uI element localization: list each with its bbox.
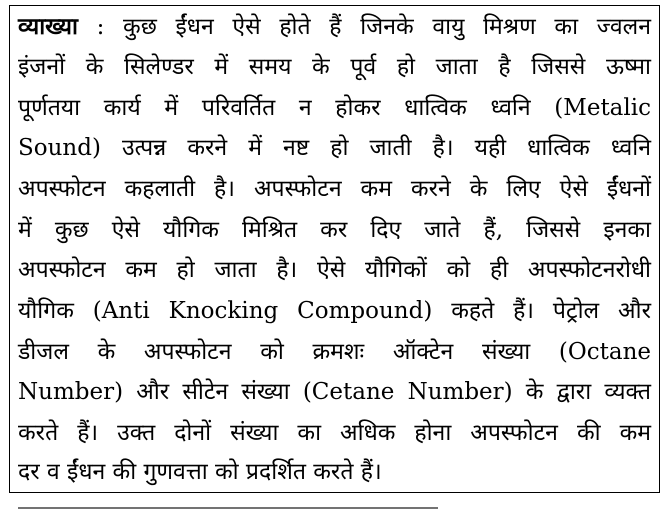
text-line-12: दर व ईंधन की गुणवत्ता को प्रदर्शित करते हैं।	[18, 459, 382, 485]
text-line-6: में कुछ ऐसे यौगिक मिश्रित कर दिए जाते हैं, जिससे इनका	[18, 217, 651, 243]
explanation-heading: व्याख्या	[18, 13, 78, 40]
text-line-3: पूर्णतया कार्य में परिवर्तित न होकर धात्विक ध्वनि (Metalic	[18, 95, 651, 121]
text-line-1-content: कुछ ईंधन ऐसे होते हैं जिनके वायु मिश्रण का ज्वलन	[123, 14, 652, 40]
text-line-4: Sound) उत्पन्न करने में नष्ट हो जाती है। यही धात्विक ध्वनि	[18, 135, 651, 161]
text-line-7: अपस्फोटन कम हो जाता है। ऐसे यौगिकों को ही अपस्फोटनरोधी	[18, 257, 651, 283]
text-line-10: Number) और सीटेन संख्या (Cetane Number) के द्वारा व्यक्त	[18, 379, 651, 405]
heading-separator: :	[77, 14, 124, 40]
text-line-2: इंजनों के सिलेण्डर में समय के पूर्व हो जाता है जिससे ऊष्मा	[18, 54, 651, 80]
text-line-5: अपस्फोटन कहलाती है। अपस्फोटन कम करने के लिए ऐसे ईंधनों	[18, 176, 651, 202]
text-line-8: यौगिक (Anti Knocking Compound) कहते हैं। पेट्रोल और	[18, 298, 651, 324]
explanation-box	[9, 5, 660, 493]
cut-off-next-line	[18, 497, 438, 511]
text-line-9: डीजल के अपस्फोटन को क्रमशः ऑक्टेन संख्या (Octane	[18, 339, 651, 365]
text-line-11: करते हैं। उक्त दोनों संख्या का अधिक होना अपस्फोटन की कम	[18, 420, 651, 446]
text-line-1	[18, 6, 651, 47]
